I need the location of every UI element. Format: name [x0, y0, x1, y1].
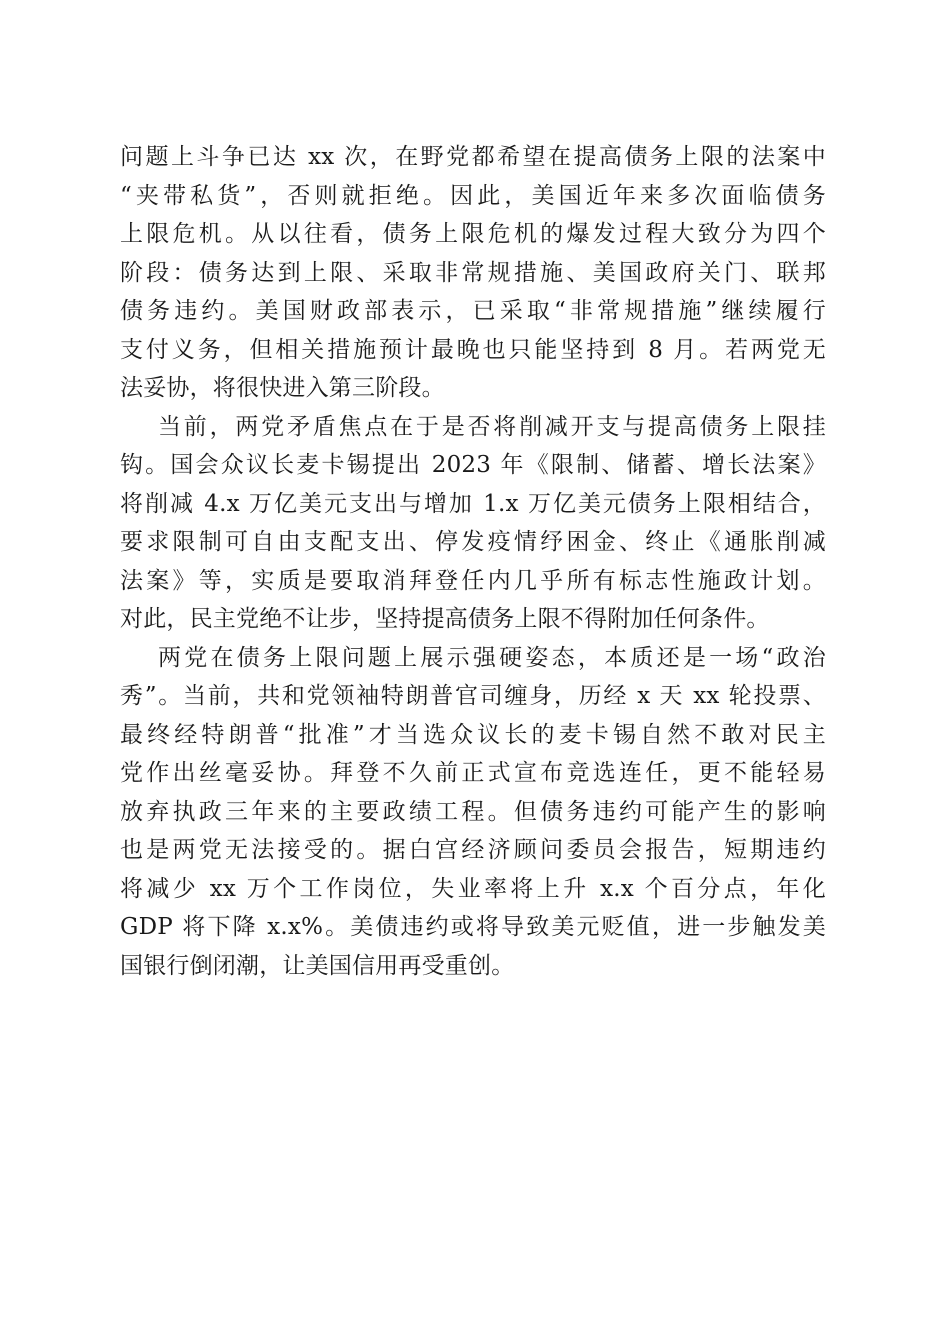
text-line: 上限危机。从以往看，债务上限危机的爆发过程大致分为四个 — [120, 221, 826, 247]
text-line: GDP 将下降 x.x%。美债违约或将导致美元贬值，进一步触发美 — [120, 914, 826, 940]
text-line: 最终经特朗普“批准”才当选众议长的麦卡锡自然不敢对民主 — [120, 721, 826, 748]
text-line: 也是两党无法接受的。据白宫经济顾问委员会报告，短期违约 — [120, 837, 826, 863]
text-line: “夹带私货”，否则就拒绝。因此，美国近年来多次面临债务 — [120, 182, 826, 209]
text-line: 要求限制可自由支配支出、停发疫情纾困金、终止《通胀削减 — [120, 529, 826, 555]
document-body — [120, 138, 826, 985]
paragraph — [120, 408, 826, 639]
text-line: 秀”。当前，共和党领袖特朗普官司缠身，历经 x 天 xx 轮投票、 — [120, 683, 826, 709]
text-line: 国银行倒闭潮，让美国信用再受重创。 — [120, 952, 515, 979]
text-line: 钩。国会众议长麦卡锡提出 2023 年《限制、储蓄、增长法案》 — [120, 452, 826, 478]
text-line: 支付义务，但相关措施预计最晚也只能坚持到 8 月。若两党无 — [120, 336, 826, 363]
text-line: 法案》等，实质是要取消拜登任内几乎所有标志性施政计划。 — [120, 567, 826, 594]
paragraph — [120, 639, 826, 986]
text-line: 放弃执政三年来的主要政绩工程。但债务违约可能产生的影响 — [120, 798, 826, 825]
text-line: 党作出丝毫妥协。拜登不久前正式宣布竞选连任，更不能轻易 — [120, 760, 826, 786]
text-line: 阶段：债务达到上限、采取非常规措施、美国政府关门、联邦 — [120, 259, 826, 286]
text-line: 法妥协，将很快进入第三阶段。 — [120, 375, 445, 401]
text-line: 当前，两党矛盾焦点在于是否将削减开支与提高债务上限挂 — [158, 413, 826, 440]
text-line: 将减少 xx 万个工作岗位，失业率将上升 x.x 个百分点，年化 — [120, 875, 826, 902]
text-line: 债务违约。美国财政部表示，已采取“非常规措施”继续履行 — [120, 298, 826, 324]
text-line: 将削减 4.x 万亿美元支出与增加 1.x 万亿美元债务上限相结合， — [120, 490, 826, 517]
text-line: 两党在债务上限问题上展示强硬姿态，本质还是一场“政治 — [158, 644, 826, 671]
paragraph — [120, 138, 826, 408]
text-line: 问题上斗争已达 xx 次，在野党都希望在提高债务上限的法案中 — [120, 144, 826, 170]
text-line: 对此，民主党绝不让步，坚持提高债务上限不得附加任何条件。 — [120, 606, 770, 632]
